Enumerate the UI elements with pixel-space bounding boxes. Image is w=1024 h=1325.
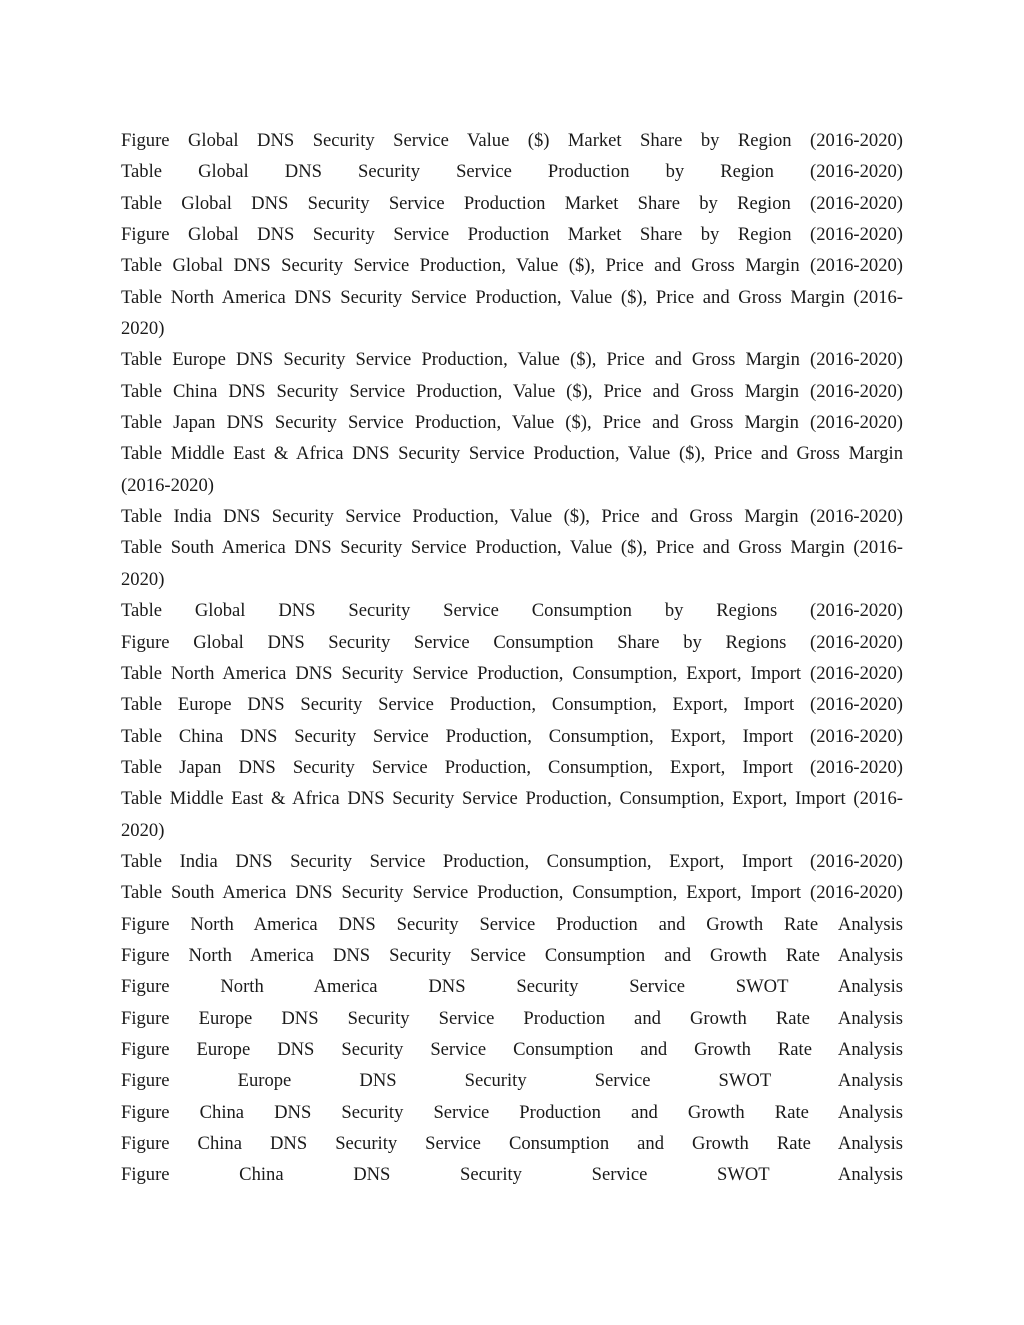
document-line: Figure North America DNS Security Service Production and Growth Rate Analysis xyxy=(121,913,903,935)
document-line: Figure China DNS Security Service SWOT Analysis xyxy=(121,1164,903,1186)
document-line: Figure Europe DNS Security Service SWOT Analysis xyxy=(121,1070,903,1092)
document-page xyxy=(121,125,903,1191)
document-line: (2016-2020) xyxy=(121,474,214,496)
document-line: Figure Global DNS Security Service Value ($) Market Share by Region (2016-2020) xyxy=(121,130,903,151)
document-line: 2020) xyxy=(121,819,165,841)
document-line: Figure Europe DNS Security Service Consumption and Growth Rate Analysis xyxy=(121,1038,903,1060)
document-line: Table Global DNS Security Service Production Market Share by Region (2016-2020) xyxy=(121,192,903,214)
document-line: Figure North America DNS Security Service SWOT Analysis xyxy=(121,976,903,998)
document-line: Table South America DNS Security Service Production, Consumption, Export, Import (2016-2020) xyxy=(121,882,903,904)
document-line: Table Global DNS Security Service Consumption by Regions (2016-2020) xyxy=(121,600,903,622)
document-line: Table Middle East & Africa DNS Security Service Production, Value ($), Price and Gross Margin xyxy=(121,443,903,465)
document-line: Figure Global DNS Security Service Production Market Share by Region (2016-2020) xyxy=(121,224,903,246)
document-line: Figure Global DNS Security Service Consumption Share by Regions (2016-2020) xyxy=(121,631,903,653)
document-line: Table South America DNS Security Service Production, Value ($), Price and Gross Margin (2016- xyxy=(121,537,903,559)
document-line: Table Global DNS Security Service Production, Value ($), Price and Gross Margin (2016-2020) xyxy=(121,255,903,277)
document-line: Table Global DNS Security Service Production by Region (2016-2020) xyxy=(121,161,903,183)
list-of-figures-and-tables xyxy=(121,125,903,1191)
document-line: Table China DNS Security Service Production, Value ($), Price and Gross Margin (2016-2020) xyxy=(121,380,903,402)
document-line: Table Middle East & Africa DNS Security Service Production, Consumption, Export, Import (2016- xyxy=(121,788,903,810)
document-line: Table North America DNS Security Service Production, Value ($), Price and Gross Margin (2016- xyxy=(121,286,903,308)
document-line: Table North America DNS Security Service Production, Consumption, Export, Import (2016-2020) xyxy=(121,662,903,684)
document-line: Table Japan DNS Security Service Production, Consumption, Export, Import (2016-2020) xyxy=(121,756,903,778)
document-line: 2020) xyxy=(121,568,165,590)
document-line: Table Europe DNS Security Service Production, Consumption, Export, Import (2016-2020) xyxy=(121,694,903,716)
document-line: Table Japan DNS Security Service Production, Value ($), Price and Gross Margin (2016-2020) xyxy=(121,412,903,434)
document-line: Table India DNS Security Service Production, Value ($), Price and Gross Margin (2016-2020) xyxy=(121,506,903,528)
document-line: Figure China DNS Security Service Production and Growth Rate Analysis xyxy=(121,1101,903,1123)
document-line: 2020) xyxy=(121,318,165,340)
document-line: Table India DNS Security Service Production, Consumption, Export, Import (2016-2020) xyxy=(121,850,903,872)
document-line: Table Europe DNS Security Service Production, Value ($), Price and Gross Margin (2016-2020) xyxy=(121,349,903,371)
document-line: Figure China DNS Security Service Consumption and Growth Rate Analysis xyxy=(121,1133,903,1154)
document-line: Table China DNS Security Service Production, Consumption, Export, Import (2016-2020) xyxy=(121,725,903,747)
document-line: Figure Europe DNS Security Service Production and Growth Rate Analysis xyxy=(121,1007,903,1029)
document-line: Figure North America DNS Security Service Consumption and Growth Rate Analysis xyxy=(121,944,903,966)
